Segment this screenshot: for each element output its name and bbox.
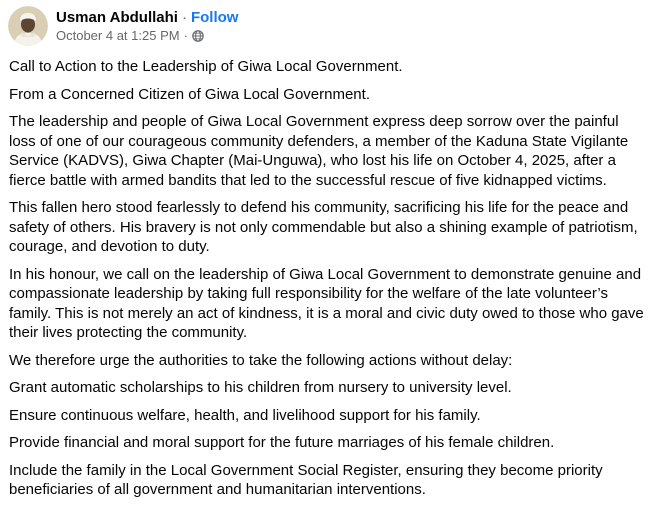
post-paragraph: Include the family in the Local Government Social Register, ensuring they become priority beneficiaries of all government and humanitarian interventions. — [9, 461, 603, 498]
follow-button[interactable]: Follow — [190, 9, 239, 26]
globe-icon — [192, 30, 204, 42]
meta-separator-dot: · — [183, 28, 188, 43]
post-paragraph: From a Concerned Citizen of Giwa Local Government. — [9, 85, 370, 103]
post-timestamp[interactable]: October 4 at 1:25 PM — [56, 28, 180, 43]
post-paragraph: Provide financial and moral support for the future marriages of his female children. — [9, 434, 555, 451]
name-row — [56, 8, 238, 27]
post-paragraph: The leadership and people of Giwa Local Government express deep sorrow over the painful loss of one of our courageous community defenders, a member of the Kaduna State Vigilante Service (KADVS), Giwa Chapter (Mai-Unguwa), who lost his life on October 4, 2025, after a fierce battle with armed bandits that led to the successful rescue of five kidnapped victims. — [9, 113, 629, 189]
meta-row — [56, 27, 238, 44]
post-paragraph: In his honour, we call on the leadership of Giwa Local Government to demonstrate genuine and compassionate leadership by taking full responsibility for the welfare of the late volunteer’s family. This is not merely an act of kindness, it is a moral and civic duty owed to those who gave their lives protecting the community. — [9, 265, 644, 341]
post-paragraph: Ensure continuous welfare, health, and livelihood support for his family. — [9, 406, 481, 424]
post-text — [0, 46, 654, 500]
post-paragraph: This fallen hero stood fearlessly to defend his community, sacrificing his life for the peace and safety of others. His bravery is not only commendable but also a shining example of patriotism, courage, and devotion to duty. — [9, 199, 638, 255]
header-info — [56, 8, 238, 44]
post-paragraph: Grant automatic scholarships to his children from nursery to university level. — [9, 379, 512, 396]
post-paragraph: Call to Action to the Leadership of Giwa Local Government. — [9, 58, 403, 75]
avatar-image — [8, 6, 48, 46]
author-name[interactable]: Usman Abdullahi — [56, 9, 178, 26]
post-paragraph: We therefore urge the authorities to take the following actions without delay: — [9, 351, 513, 369]
post-header — [0, 0, 654, 46]
avatar[interactable] — [8, 6, 48, 46]
name-separator-dot: · — [181, 9, 187, 26]
